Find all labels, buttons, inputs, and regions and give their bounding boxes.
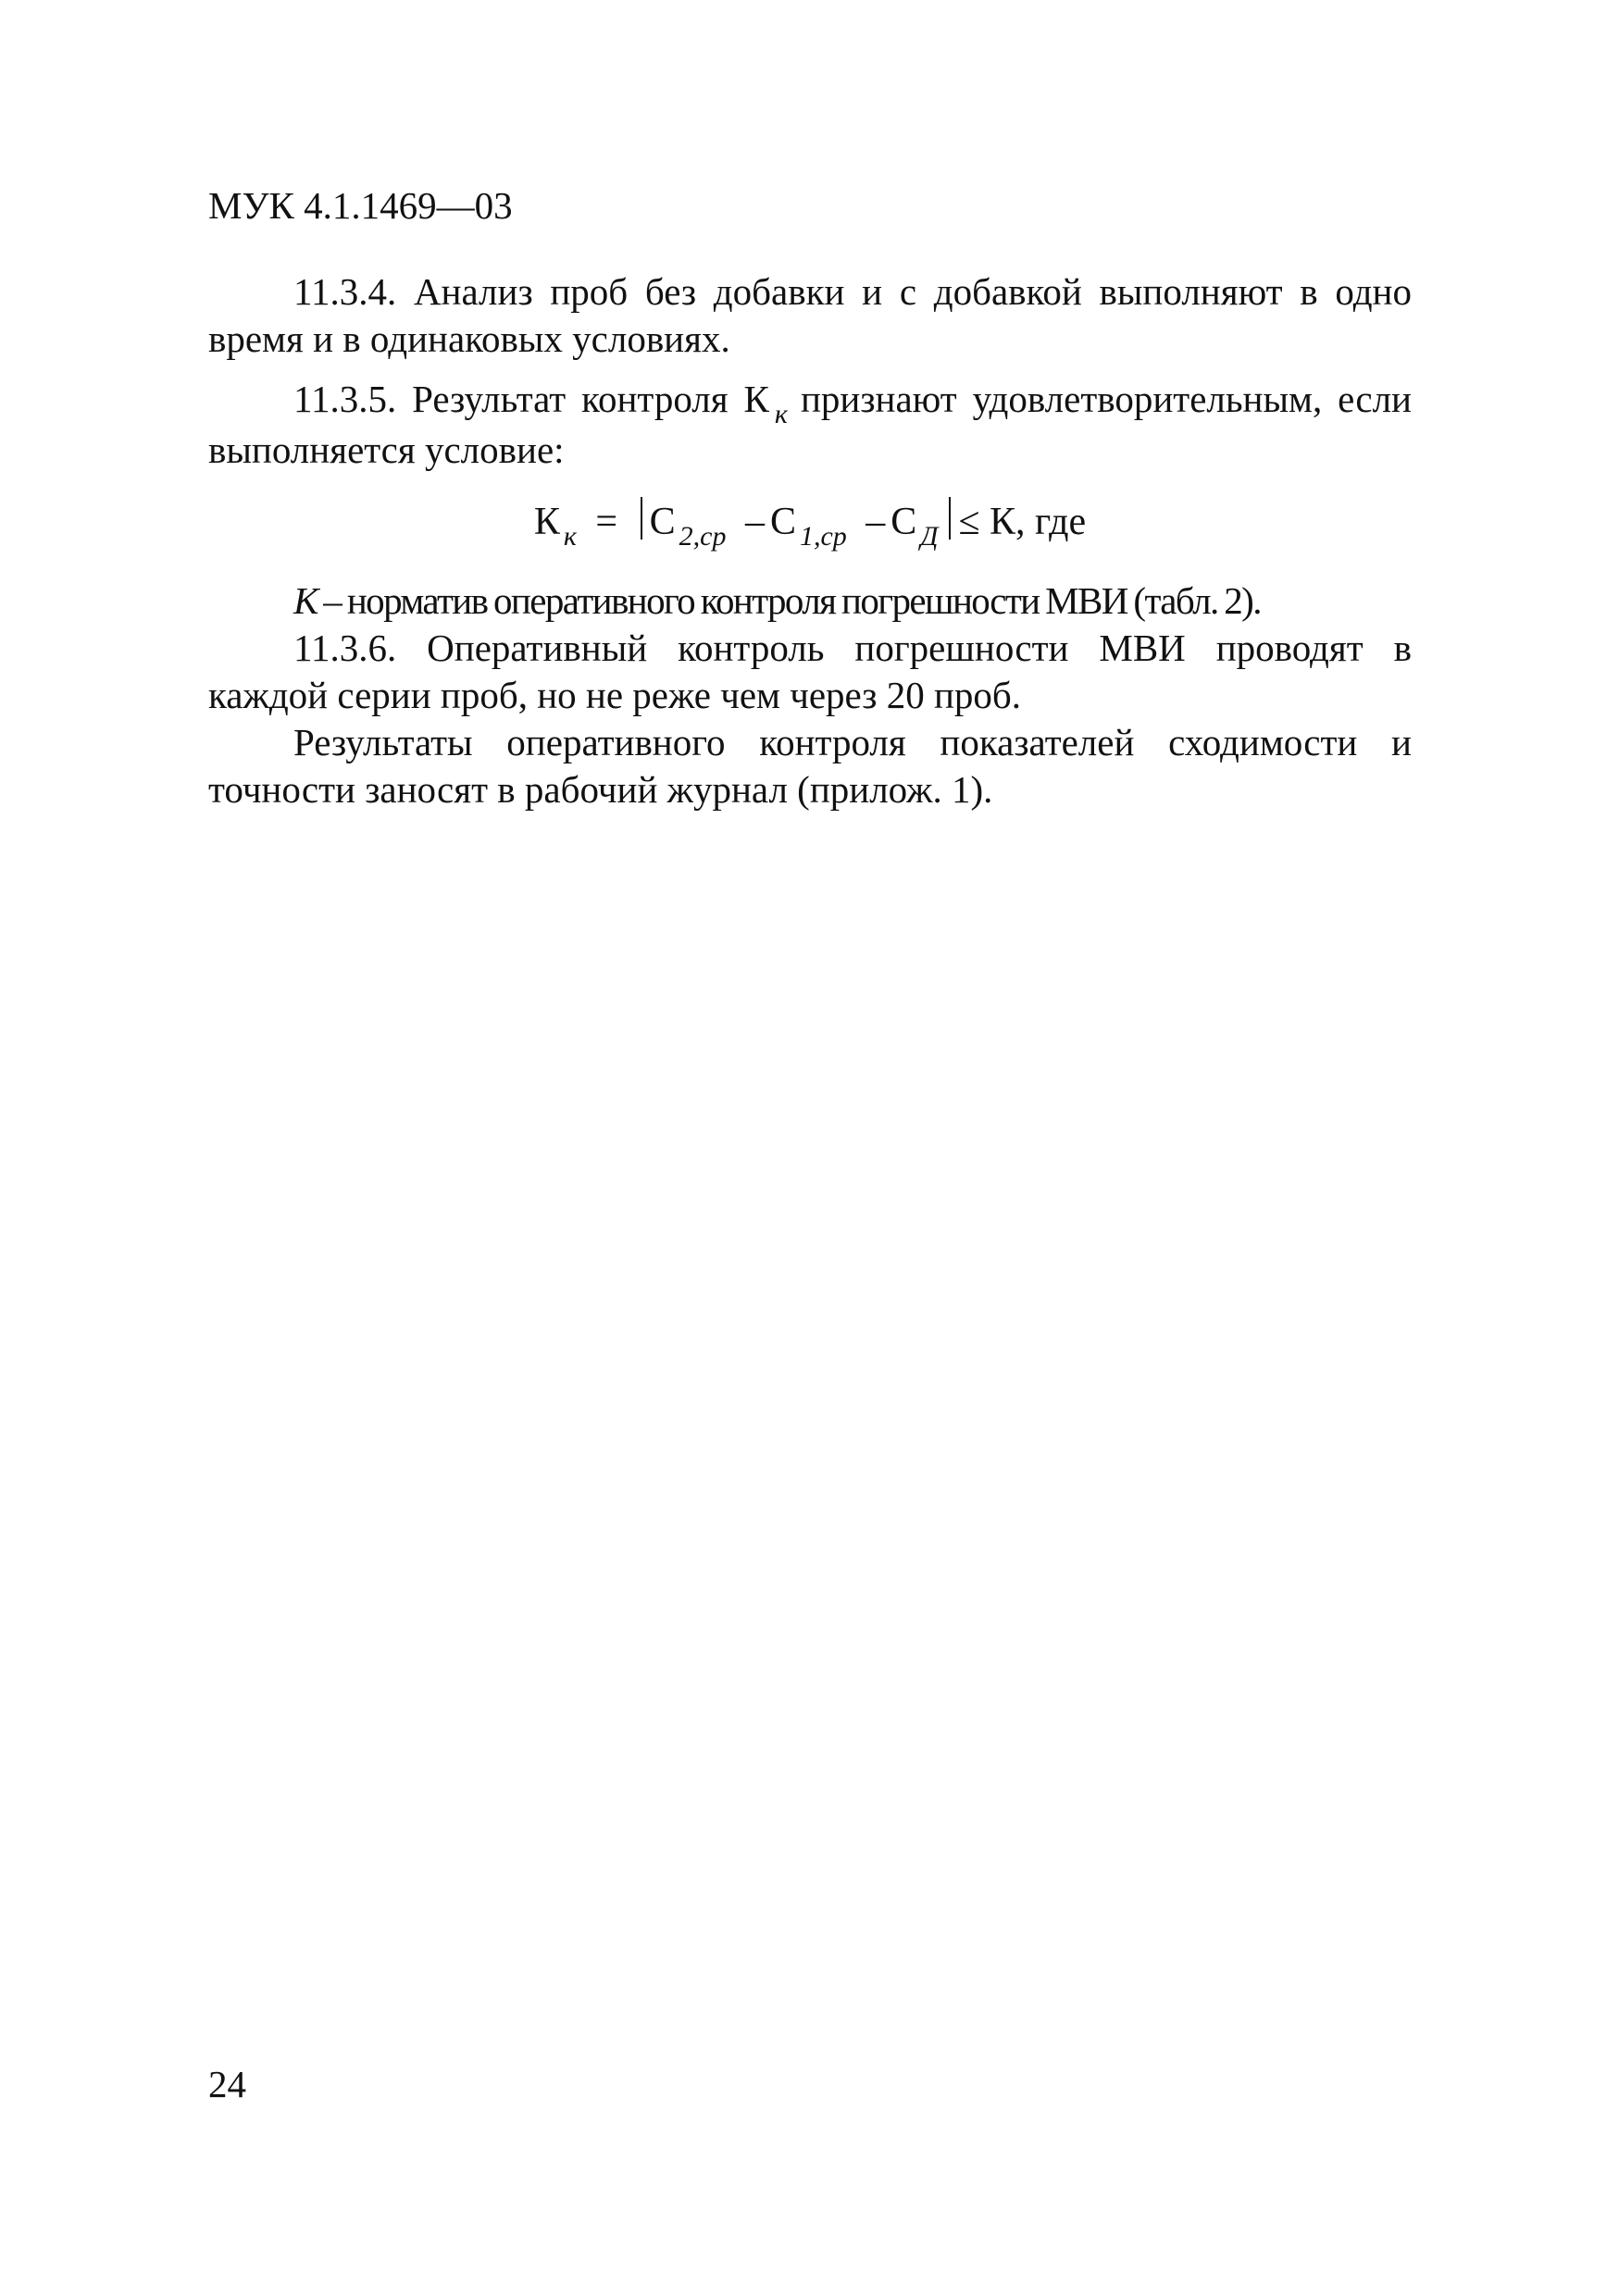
formula-cd: С: [890, 501, 917, 543]
paragraph-11-3-4: 11.3.4. Анализ проб без добавки и с добавкой выполняют в одно время и в одинаковых условиях.: [208, 270, 1412, 360]
definition-text: – норматив оперативного контроля погрешности МВИ (табл. 2).: [317, 579, 1261, 622]
paragraph-11-3-5-start: 11.3.5. Результат контроля К: [293, 378, 769, 420]
formula-minus-2: –: [866, 501, 886, 543]
formula-rhs: ≤ К, где: [958, 501, 1087, 543]
formula-c1: С: [769, 501, 796, 543]
definition-symbol: К: [293, 579, 318, 622]
formula-c1-subscript: 1,ср: [799, 521, 847, 552]
control-result-subscript: к: [774, 399, 788, 429]
formula-c2-subscript: 2,ср: [679, 521, 727, 552]
paragraph-11-3-5-end: признают удовлетворительным, если выполняется условие:: [208, 378, 1412, 471]
document-body: [208, 268, 1412, 813]
paragraph-11-3-6: 11.3.6. Оперативный контроль погрешности МВИ проводят в каждой серии проб, но не реже чем через 20 проб.: [208, 627, 1412, 716]
running-header: МУК 4.1.1469—03: [208, 184, 513, 227]
page-number: 24: [208, 2063, 246, 2105]
control-formula: [208, 494, 1412, 553]
definition-k: [208, 577, 1412, 625]
formula-cd-subscript: Д: [920, 521, 939, 552]
formula-c2: С: [649, 501, 676, 543]
formula-lhs: К: [533, 501, 560, 543]
paragraph-11-3-5: [208, 376, 1412, 474]
abs-bar-right: [949, 497, 951, 540]
formula-equals: =: [595, 501, 618, 543]
abs-bar-left: [641, 497, 642, 540]
paragraph-results: Результаты оперативного контроля показателей сходимости и точности заносят в рабочий журнал (прилож. 1).: [208, 721, 1412, 811]
formula-minus-1: –: [744, 501, 765, 543]
formula-lhs-subscript: к: [563, 521, 577, 552]
